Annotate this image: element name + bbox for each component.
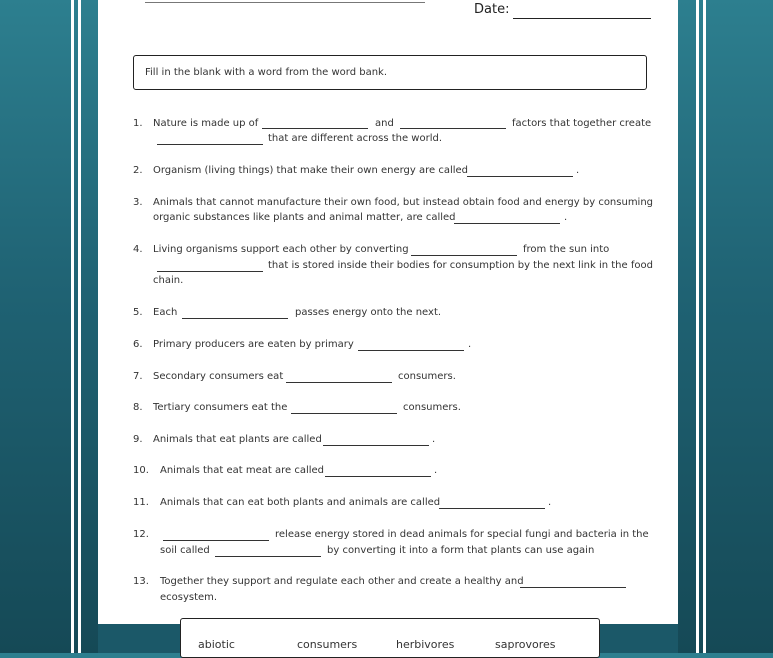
question-number: 13.	[133, 576, 149, 587]
question-number: 5.	[133, 307, 143, 318]
question-text: Organism (living things) that make their own energy are called	[153, 165, 469, 176]
answer-blank[interactable]	[262, 118, 368, 129]
answer-blank[interactable]	[182, 308, 288, 319]
question-text: Living organisms support each other by converting	[153, 244, 409, 255]
question-text: Tertiary consumers eat the	[153, 402, 288, 413]
answer-blank[interactable]	[454, 213, 560, 224]
question-text: consumers.	[403, 402, 461, 413]
question-text: Secondary consumers eat	[153, 371, 284, 382]
question-text: Animals that eat plants are called	[153, 434, 322, 445]
answer-blank[interactable]	[215, 546, 321, 557]
word-bank-item: herbivores	[396, 638, 455, 651]
question-number: 4.	[133, 244, 143, 255]
question-number: 11.	[133, 497, 149, 508]
question-number: 8.	[133, 402, 143, 413]
question-text: soil called	[160, 545, 210, 556]
question-number: 3.	[133, 197, 143, 208]
question-end: .	[564, 212, 568, 223]
question-end: .	[548, 497, 552, 508]
question-text: Animals that eat meat are called	[160, 465, 325, 476]
question-text: by converting it into a form that plants can use again	[327, 545, 595, 556]
question-number: 2.	[133, 165, 143, 176]
question-number: 6.	[133, 339, 143, 350]
question-text: passes energy onto the next.	[295, 307, 442, 318]
question-text: Primary producers are eaten by primary	[153, 339, 354, 350]
question-text: organic substances like plants and animal matter, are called	[153, 212, 456, 223]
question-text: factors that together create	[512, 118, 652, 129]
word-bank-item: consumers	[297, 638, 358, 651]
instructions-box	[133, 55, 647, 90]
word-bank	[180, 618, 600, 658]
question-text: chain.	[153, 275, 184, 286]
question-number: 7.	[133, 371, 143, 382]
frame-line-right-outer	[703, 0, 706, 653]
date-field[interactable]	[513, 18, 651, 19]
question-text: Animals that cannot manufacture their own food, but instead obtain food and energy by consuming	[153, 197, 654, 208]
answer-blank[interactable]	[358, 340, 464, 351]
question-end: .	[432, 434, 436, 445]
question-text: from the sun into	[523, 244, 610, 255]
question-text: that are different across the world.	[268, 133, 443, 144]
question-text: Each	[153, 307, 178, 318]
word-bank-item: abiotic	[198, 638, 235, 651]
frame-line-left-outer	[71, 0, 74, 653]
question-number: 9.	[133, 434, 143, 445]
question-text: that is stored inside their bodies for consumption by the next link in the food	[268, 260, 653, 271]
answer-blank[interactable]	[286, 372, 392, 383]
question-text: and	[375, 118, 394, 129]
question-text: Animals that can eat both plants and animals are called	[160, 497, 441, 508]
frame-line-left-inner	[78, 0, 81, 653]
instructions-text: Fill in the blank with a word from the word bank.	[145, 67, 388, 78]
answer-blank[interactable]	[163, 530, 269, 541]
question-end: .	[434, 465, 438, 476]
word-bank-item: saprovores	[495, 638, 556, 651]
answer-blank[interactable]	[439, 498, 545, 509]
answer-blank[interactable]	[157, 261, 263, 272]
answer-blank[interactable]	[467, 166, 573, 177]
question-text: consumers.	[398, 371, 456, 382]
answer-blank[interactable]	[157, 134, 263, 145]
question-text: Together they support and regulate each other and create a healthy and	[160, 576, 524, 587]
answer-blank[interactable]	[323, 435, 429, 446]
answer-blank[interactable]	[520, 577, 626, 588]
question-text: release energy stored in dead animals for special fungi and bacteria in the	[275, 529, 649, 540]
frame-line-right-inner	[696, 0, 699, 653]
question-text: ecosystem.	[160, 592, 218, 603]
question-end: .	[576, 165, 580, 176]
name-line-cut	[145, 0, 425, 3]
question-text: Nature is made up of	[153, 118, 259, 129]
answer-blank[interactable]	[291, 403, 397, 414]
question-number: 1.	[133, 118, 143, 129]
question-number: 12.	[133, 529, 149, 540]
answer-blank[interactable]	[411, 245, 517, 256]
question-end: .	[468, 339, 472, 350]
question-number: 10.	[133, 465, 149, 476]
answer-blank[interactable]	[400, 118, 506, 129]
answer-blank[interactable]	[325, 466, 431, 477]
date-label: Date:	[474, 2, 510, 17]
